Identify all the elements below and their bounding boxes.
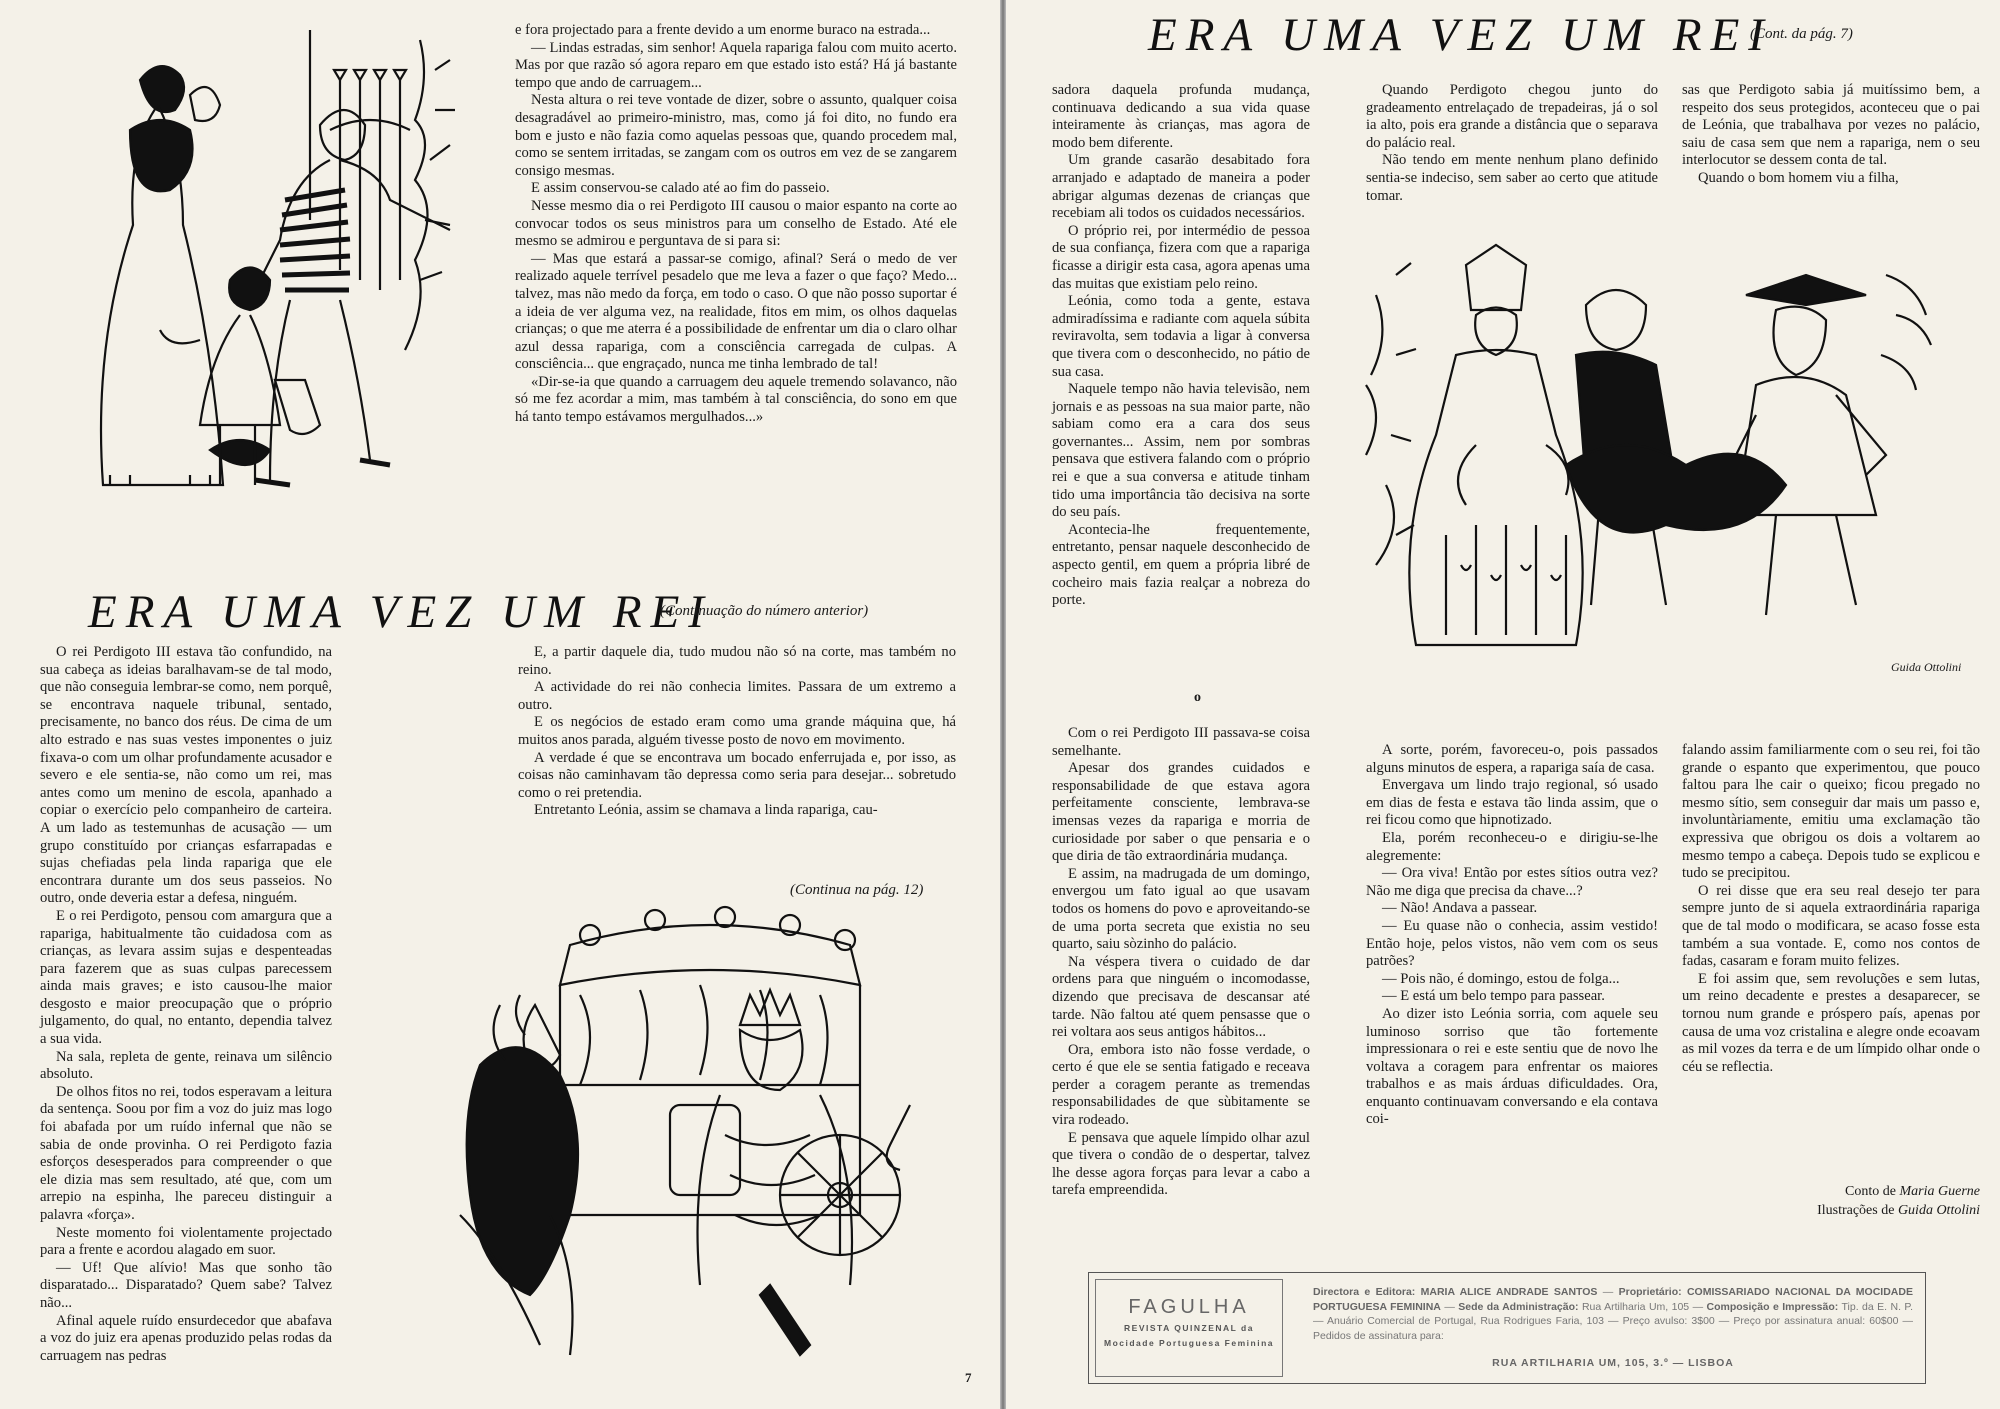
story-title-right: ERA UMA VEZ UM REI	[1148, 9, 1773, 61]
paragraph: Não tendo em mente nenhum plano definido sentia-se indeciso, sem saber ao certo que atitude tomar.	[1366, 152, 1658, 204]
paragraph: A actividade do rei não conhecia limites. Passara de um extremo a outro.	[518, 679, 956, 713]
illustrator: Guida Ottolini	[1897, 1203, 1980, 1218]
right-column-3-top	[1682, 82, 1980, 188]
paragraph: Neste momento foi violentamente projectado para a frente e acordou alagado em suor.	[40, 1224, 332, 1259]
right-column-1	[1052, 82, 1310, 610]
paragraph: Ora, embora isto não fosse verdade, o certo é que ele se sentia fatigado e receava perder a coragem perante as tremendas responsabilidades de que sùbitamente se vira rodeado.	[1052, 1041, 1310, 1129]
paragraph: Nesse mesmo dia o rei Perdigoto III causou o maior espanto na corte ao convocar todos os seus ministros para um conselho de Estado. Até ele mesmo se admirou e perguntava de si para si:	[515, 197, 957, 250]
continue-note: (Continua na pág. 12)	[790, 882, 924, 898]
paragraph: E foi assim que, sem revoluções e sem lutas, um reino decadente e prestes a desaparecer, se tornou num grande e próspero país, apenas por causa de uma voz cristalina e alegre onde ecoavam as mil vozes da terra e de um límpido olhar onde o céu se reflectia.	[1682, 970, 1980, 1075]
children-illustration	[40, 20, 510, 580]
admin-label: Sede da Administração:	[1458, 1300, 1579, 1313]
paragraph: — Pois não, é domingo, estou de folga...	[1382, 970, 1620, 987]
paragraph: De olhos fitos no rei, todos esperavam a leitura da sentença. Soou por fim a voz do juiz mas logo foi abafada por um ruído infernal que não se sabia de onde provinha. O rei Perdigoto fazia esforços desesperados para compreender o que ele dizia mas sem resultado, até que, com um arrepio na espinha, lhe pareceu distinguir a palavra «força».	[40, 1083, 332, 1223]
paragraph: Quando o bom homem viu a filha,	[1698, 169, 1899, 186]
magazine-subtitle-2: Mocidade Portuguesa Feminina	[1104, 1338, 1274, 1348]
paragraph: Entretanto Leónia, assim se chamava a linda rapariga, cau-	[534, 802, 878, 819]
paragraph: Quando Perdigoto chegou junto do gradeamento entrelaçado de trepadeiras, já o sol ia alto, pois era grande a distância que o separava do palácio real.	[1366, 82, 1658, 151]
paragraph: Ao dizer isto Leónia sorria, com aquele seu luminoso sorriso que tão fortemente impressionara o rei e este sentiu que de novo lhe voltava a coragem para enfrentar os maiores trabalhos e as mais árduas dificuldades. Ora, enquanto continuavam conversando e ela contava coi-	[1366, 1005, 1658, 1128]
story-author-prefix: Conto de	[1845, 1184, 1900, 1199]
paragraph: Apesar dos grandes cuidados e responsabilidade de que estava agora perfeitamente consciente, lembrava-se imensas vezes da rapariga e morria de curiosidade por saber o que pensaria e o que diria de tão extraordinária mudança.	[1052, 760, 1310, 865]
paragraph: — E está um belo tempo para passear.	[1382, 988, 1605, 1005]
story-author-line	[1682, 1182, 1980, 1201]
paragraph: — Uf! Que alívio! Mas que sonho tão disparatado... Disparatado? Quem sabe? Talvez não...	[40, 1259, 332, 1311]
paragraph: — Não! Andava a passear.	[1382, 900, 1538, 917]
owner-name: COMISSARIADO NACIONAL DA MOCIDADE PORTUGUESA FEMININA	[1313, 1286, 1913, 1313]
masthead-address: RUA ARTILHARIA UM, 105, 3.º — LISBOA	[1492, 1357, 1734, 1369]
story-credits	[1682, 1182, 1980, 1220]
admin-address: Rua Artilharia Um, 105	[1581, 1300, 1690, 1313]
paragraph: Na sala, repleta de gente, reinava um silêncio absoluto.	[40, 1048, 332, 1083]
paragraph: Naquele tempo não havia televisão, nem jornais e as pessoas na sua maior parte, não sabiam como era a cara dos seus governantes... Assim, nem por sombras pensava que estivera falando com o próprio rei e que a sua conversa e atitude tinham tido uma importância tão decisiva na sorte do seu país.	[1052, 381, 1310, 521]
right-column-2-bottom	[1366, 742, 1658, 1129]
story-subtitle: (Continuação do número anterior)	[660, 603, 869, 619]
column-left	[40, 644, 332, 1365]
right-column-2-top	[1366, 82, 1658, 205]
paragraph: Nesta altura o rei teve vontade de dizer, sobre o assunto, qualquer coisa desagradável ao primeiro-ministro, mas, como já foi dito, no fundo era bom e justo e não fazia como aquelas pessoas que, quando procedem mal, como se sentem irritadas, se zangam com os outros em vez de se zangarem consigo mesmas.	[515, 92, 957, 179]
meeting-illustration	[1336, 235, 1986, 705]
right-page	[1006, 0, 2000, 1409]
right-column-1-bottom	[1052, 725, 1310, 1200]
paragraph: Envergava um lindo trajo regional, só usado em dias de festa e estava tão linda assim, que o rei ficou como que hipnotizado.	[1366, 777, 1658, 829]
paragraph: O rei disse que era seu real desejo ter para sempre junto de si aquela extraordinária rapariga que de tal modo o modificara, se acaso fosse esta também a sua vontade. E, como nos contos de fadas, casaram e foram muito felizes.	[1682, 882, 1980, 970]
owner-label: Proprietário:	[1618, 1286, 1682, 1298]
director-name: MARIA ALICE ANDRADE SANTOS	[1420, 1286, 1598, 1298]
column-middle	[518, 644, 956, 820]
paragraph: Leónia, como toda a gente, estava admiradíssima e radiante com aquela súbita reviravolta, sem todavia a ligar à conversa que tivera com o desconhecido, no pátio de sua casa.	[1052, 293, 1310, 380]
paragraph: Afinal aquele ruído ensurdecedor que abafava a voz do juiz era apenas produzido pelas rodas da carruagem nas pedras	[40, 1312, 332, 1364]
paragraph: e fora projectado para a frente devido a um enorme buraco na estrada...	[515, 22, 931, 38]
paragraph: — Lindas estradas, sim senhor! Aquela rapariga falou com muito acerto. Mas por que razão só agora reparo em que estado isto está? Há já bastante tempo que ando de carruagem...	[515, 39, 957, 91]
paragraph: O rei Perdigoto III estava tão confundido, na sua cabeça as ideias baralhavam-se de tal modo, que não conseguia lembrar-se como, nem porquê, se encontrava naquele tribunal, sentado, precisamente, no banco dos réus. De cima de um alto estrado e nas suas vestes imponentes o juiz fixava-o com um olhar profundamente acusador e severo e ele sentia-se, não como um rei, mas antes como um menino de escola, apanhado a copiar o exercício pelo companheiro de carteira. A um lado as testemunhas de acusação — um grupo constituído por crianças esfarrapadas e sujas chefiadas pela linda rapariga que ele encontrara durante um dos seus passeios. No outro, onde deveria estar a defesa, ninguém.	[40, 644, 332, 907]
paragraph: falando assim familiarmente com o seu rei, foi tão grande o espanto que experimentou, que pouco faltou para lhe cair o queixo; ficou pregado no mesmo sítio, sem conseguir dar mais um passo e, involuntàriamente, emitiu uma exclamação tão expressiva que obrigou os dois a voltarem ao mesmo tempo a cabeça. Depois tudo se explicou e tudo se precipitou.	[1682, 742, 1980, 882]
paragraph: E pensava que aquele límpido olhar azul que tivera o condão de o despertar, talvez lhe desse agora forças para levar a cabo a tarefa empreendida.	[1052, 1129, 1310, 1199]
masthead-details: Directora e Editora: MARIA ALICE ANDRADE SANTOS — Proprietário: COMISSARIADO NACIONAL DA MOCIDADE PORTUGUESA FEMININA — Sede da Administração: Rua Artilharia Um, 105 — Composição e Impressão: Tip. da E. N. P. — Anuário Comercial de Portugal, Rua Rodrigues Faria, 103 — Preço avulso: 3$00 — Preço por assinatura anual: 60$00 — Pedidos de assinatura para:	[1313, 1286, 1914, 1342]
paragraph: A sorte, porém, favoreceu-o, pois passados alguns minutos de espera, a rapariga saía de casa.	[1366, 742, 1658, 776]
paragraph: E, a partir daquele dia, tudo mudou não só na corte, mas também no reino.	[518, 644, 956, 678]
paragraph: Acontecia-lhe frequentemente, entretanto, pensar naquele desconhecido de aspecto gentil, em quem a própria libré de cocheiro mais fazia realçar a nobreza do porte.	[1052, 521, 1310, 609]
paragraph: Ela, porém reconheceu-o e dirigiu-se-lhe alegremente:	[1366, 829, 1658, 864]
paragraph: Com o rei Perdigoto III passava-se coisa semelhante.	[1052, 725, 1310, 759]
magazine-name: FAGULHA	[1128, 1296, 1250, 1318]
paragraph: — Ora viva! Então por estes sítios outra vez? Não me diga que precisa da chave...?	[1366, 865, 1658, 899]
magazine-subtitle-1: REVISTA QUINZENAL da	[1124, 1323, 1254, 1333]
paragraph: Um grande casarão desabitado fora arranjado e adaptado de maneira a poder abrigar algumas dezenas de crianças que recebiam ali todos os cuidados necessários.	[1052, 152, 1310, 222]
story-title: ERA UMA VEZ UM REI	[88, 586, 713, 638]
director-label: Directora e Editora:	[1313, 1286, 1416, 1298]
paragraph: O próprio rei, por intermédio de pessoa de sua confiança, fizera com que a rapariga ficasse a dirigir esta casa, agora apenas uma das muitas que existiam pelo reino.	[1052, 222, 1310, 292]
right-column-3-bottom	[1682, 742, 1980, 1076]
section-separator: o	[1194, 690, 1201, 705]
printing-label: Composição e Impressão:	[1706, 1300, 1839, 1313]
paragraph: — Eu quase não o conhecia, assim vestido! Então hoje, pelos vistos, não vem com os seus patrões?	[1366, 917, 1658, 970]
paragraph: E o rei Perdigoto, pensou com amargura que a rapariga, habitualmente tão cuidadosa com as crianças, as levara assim sujas e despenteadas para fazerem que as suas culpas parecessem ainda mais graves; e isto causou-lhe maior desgosto e maior preocupação que o próprio julgamento, do qual, no entanto, dependia talvez a sua vida.	[40, 907, 332, 1048]
paragraph: sas que Perdigoto sabia já muitíssimo bem, a respeito dos seus protegidos, aconteceu que o pai de Leónia, que trabalhava por vezes no palácio, saiu de casa sem que nem a rapariga, nem o seu interlocutor se dessem conta de tal.	[1682, 82, 1980, 169]
story-subtitle-right: (Cont. da pág. 7)	[1750, 26, 1853, 42]
carriage-illustration	[440, 885, 960, 1385]
paragraph: E os negócios de estado eram como uma grande máquina que, há muitos anos parada, alguém tivesse posto de novo em movimento.	[518, 714, 956, 748]
illustrator-line	[1682, 1201, 1980, 1220]
story-author: Maria Guerne	[1899, 1184, 1980, 1199]
paragraph: — Mas que estará a passar-se comigo, afinal? Será o medo de ver realizado aquele terrível pesadelo que me leva a fazer o que faço? Medo... talvez, mas não medo da força, em todo o caso. O que não posso suportar é a ideia de ver alguma vez, na realidade, fitos em mim, os olhos daquelas crianças; o que me aterra é a possibilidade de enfrentar um dia o claro olhar azul dessa rapariga, com a consciência carregada de culpas. A consciência... que engraçado, nunca me tinha lembrado de tal!	[515, 250, 957, 373]
paragraph: E assim conservou-se calado até ao fim do passeio.	[531, 180, 830, 197]
masthead-logo	[1095, 1279, 1283, 1377]
illustration-signature: Guida Ottolini	[1891, 660, 1962, 674]
paragraph: A verdade é que se encontrava um bocado enferrujada e, por isso, as coisas não caminhavam tão depressa como seria para desejar... sobretudo como o rei pretendia.	[518, 749, 956, 801]
paragraph: E assim, na madrugada de um domingo, envergou um fato igual ao que usavam todos os homens do povo e aproveitando-se de uma porta secreta que existia no seu quarto, saiu sòzinho do palácio.	[1052, 865, 1310, 953]
masthead-box	[1088, 1272, 1926, 1384]
column-top-right	[515, 22, 957, 427]
illustrator-prefix: Ilustrações de	[1817, 1203, 1898, 1218]
page-number: 7	[965, 1370, 972, 1385]
paragraph: «Dir-se-ia que quando a carruagem deu aquele tremendo solavanco, não só me fez acordar a mim, mas também à tal consciência, do sono em que há tanto tempo estávamos mergulhados...»	[515, 373, 957, 426]
paragraph: Na véspera tivera o cuidado de dar ordens para que ninguém o incomodasse, dizendo que precisava de descansar até tarde. Não faltou até quem pensasse que o rei voltara aos seus antigos hábitos...	[1052, 953, 1310, 1041]
paragraph: sadora daquela profunda mudança, continuava dedicando a sua vida quase inteiramente às crianças, mas agora de modo bem diferente.	[1052, 82, 1310, 151]
printing-details: Tip. da E. N. P. — Anuário Comercial de Portugal, Rua Rodrigues Faria, 103 — Preço avulso: 3$00 — Preço por assinatura anual: 60$00 — Pedidos de assinatura para:	[1313, 1300, 1914, 1342]
